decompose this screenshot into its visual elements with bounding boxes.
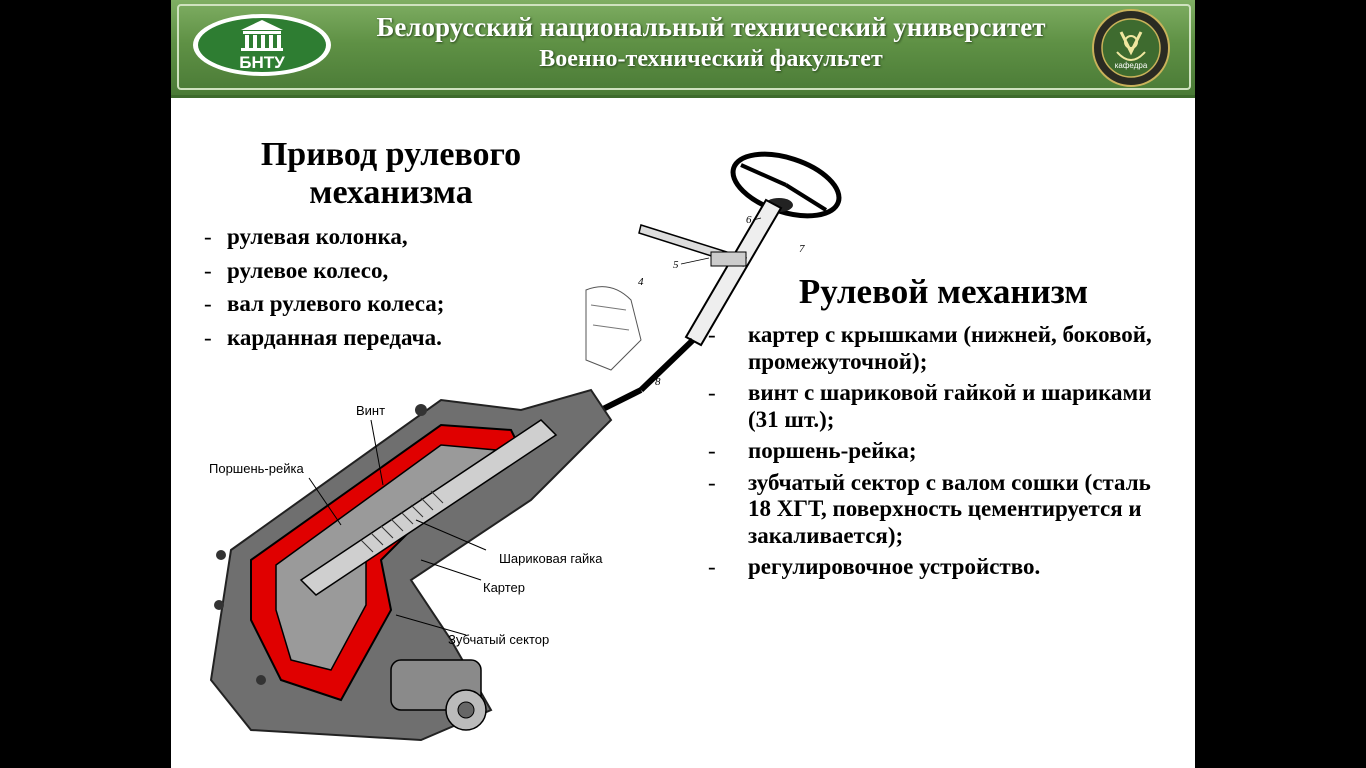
bullet: - bbox=[204, 224, 212, 249]
faculty-name: Военно-технический факультет bbox=[539, 46, 883, 72]
bntu-logo-text: БНТУ bbox=[239, 53, 285, 72]
bntu-logo bbox=[191, 12, 333, 78]
left-title-line2: механизма bbox=[309, 174, 473, 211]
callout-5: 5 bbox=[673, 259, 679, 271]
right-list bbox=[708, 322, 1178, 586]
bullet: - bbox=[708, 469, 716, 495]
callout-4: 4 bbox=[638, 276, 644, 288]
list-item-text: рулевая колонка, bbox=[227, 224, 408, 249]
left-title-line1: Привод рулевого bbox=[260, 136, 522, 173]
list-item bbox=[204, 287, 584, 321]
list-item bbox=[708, 380, 1178, 433]
label-zubchatyy-sektor: Зубчатый сектор bbox=[448, 632, 550, 647]
list-item bbox=[708, 322, 1178, 375]
right-title: Рулевой механизм bbox=[798, 272, 1089, 311]
list-item-text: зубчатый сектор с валом сошки (сталь 18 ХГТ, поверхность цементируется и закаливается); bbox=[748, 469, 1151, 548]
left-list bbox=[204, 220, 584, 354]
label-karter: Картер bbox=[483, 580, 526, 595]
list-item bbox=[708, 554, 1178, 581]
header-banner bbox=[171, 0, 1195, 98]
bullet: - bbox=[204, 291, 212, 316]
list-item bbox=[204, 321, 584, 355]
bullet: - bbox=[204, 257, 212, 283]
list-item-text: вал рулевого колеса; bbox=[227, 291, 445, 316]
list-item bbox=[204, 254, 584, 288]
bullet: - bbox=[708, 380, 716, 405]
list-item-text: рулевое колесо, bbox=[227, 257, 389, 283]
university-name: Белорусский национальный технический университет bbox=[376, 12, 1046, 42]
list-item-text: регулировочное устройство. bbox=[748, 554, 1041, 579]
list-item-text: поршень-рейка; bbox=[748, 438, 917, 463]
bullet: - bbox=[708, 322, 716, 347]
left-title bbox=[231, 136, 551, 212]
list-item-text: картер с крышками (нижней, боковой, промежуточной); bbox=[748, 322, 1152, 374]
label-porshen-reyka: Поршень-рейка bbox=[209, 461, 304, 476]
emblem-text: кафедра bbox=[1114, 61, 1148, 70]
list-item bbox=[708, 438, 1178, 465]
department-emblem bbox=[1083, 8, 1179, 88]
bullet: - bbox=[204, 324, 212, 350]
bullet: - bbox=[708, 438, 716, 463]
bullet: - bbox=[708, 554, 716, 579]
list-item-text: винт с шариковой гайкой и шариками (31 шт.); bbox=[748, 380, 1152, 432]
list-item bbox=[708, 470, 1178, 550]
callout-8: 8 bbox=[655, 376, 661, 388]
callout-6: 6 bbox=[746, 214, 752, 226]
callout-7: 7 bbox=[799, 243, 805, 255]
list-item-text: карданная передача. bbox=[227, 324, 442, 350]
label-sharikovaya-gaika: Шариковая гайка bbox=[499, 551, 603, 566]
label-vint: Винт bbox=[356, 403, 386, 418]
slide bbox=[171, 0, 1195, 768]
list-item bbox=[204, 220, 584, 254]
